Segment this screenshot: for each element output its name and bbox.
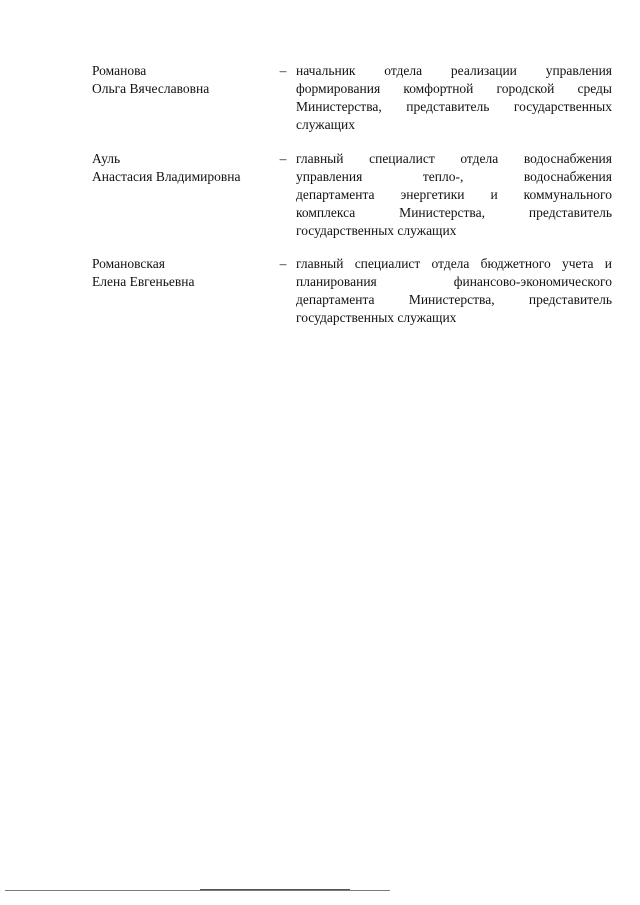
description-line: формирования комфортной городской среды [296, 81, 612, 96]
separator-dash: – [279, 151, 287, 166]
description-line: управления тепло-, водоснабжения [296, 169, 612, 184]
member-description [296, 255, 612, 327]
scan-artifact-line [200, 889, 350, 890]
description-line: планирования финансово-экономического [296, 274, 612, 289]
description-line: служащих [296, 117, 355, 132]
member-name [92, 255, 272, 291]
member-surname: Романовская [92, 256, 165, 271]
description-line: главный специалист отдела бюджетного учета и [296, 256, 612, 271]
member-given-names: Ольга Вячеславовна [92, 81, 210, 96]
member-given-names: Елена Евгеньевна [92, 274, 195, 289]
separator-dash: – [279, 63, 287, 78]
description-line: главный специалист отдела водоснабжения [296, 151, 612, 166]
member-description [296, 150, 612, 240]
member-surname: Ауль [92, 151, 121, 166]
member-description [296, 62, 612, 134]
description-line: департамента энергетики и коммунального [296, 187, 612, 202]
description-line: департамента Министерства, представитель [296, 292, 612, 307]
description-line: государственных служащих [296, 310, 457, 325]
description-line: Министерства, представитель государственных [296, 99, 612, 114]
member-surname: Романова [92, 63, 147, 78]
description-line: государственных служащих [296, 223, 457, 238]
member-name [92, 150, 272, 186]
description-line: комплекса Министерства, представитель [296, 205, 612, 220]
description-line: начальник отдела реализации управления [296, 63, 612, 78]
separator-dash: – [279, 256, 287, 271]
scan-artifact-line [5, 890, 390, 891]
member-given-names: Анастасия Владимировна [92, 169, 241, 184]
member-name [92, 62, 272, 98]
